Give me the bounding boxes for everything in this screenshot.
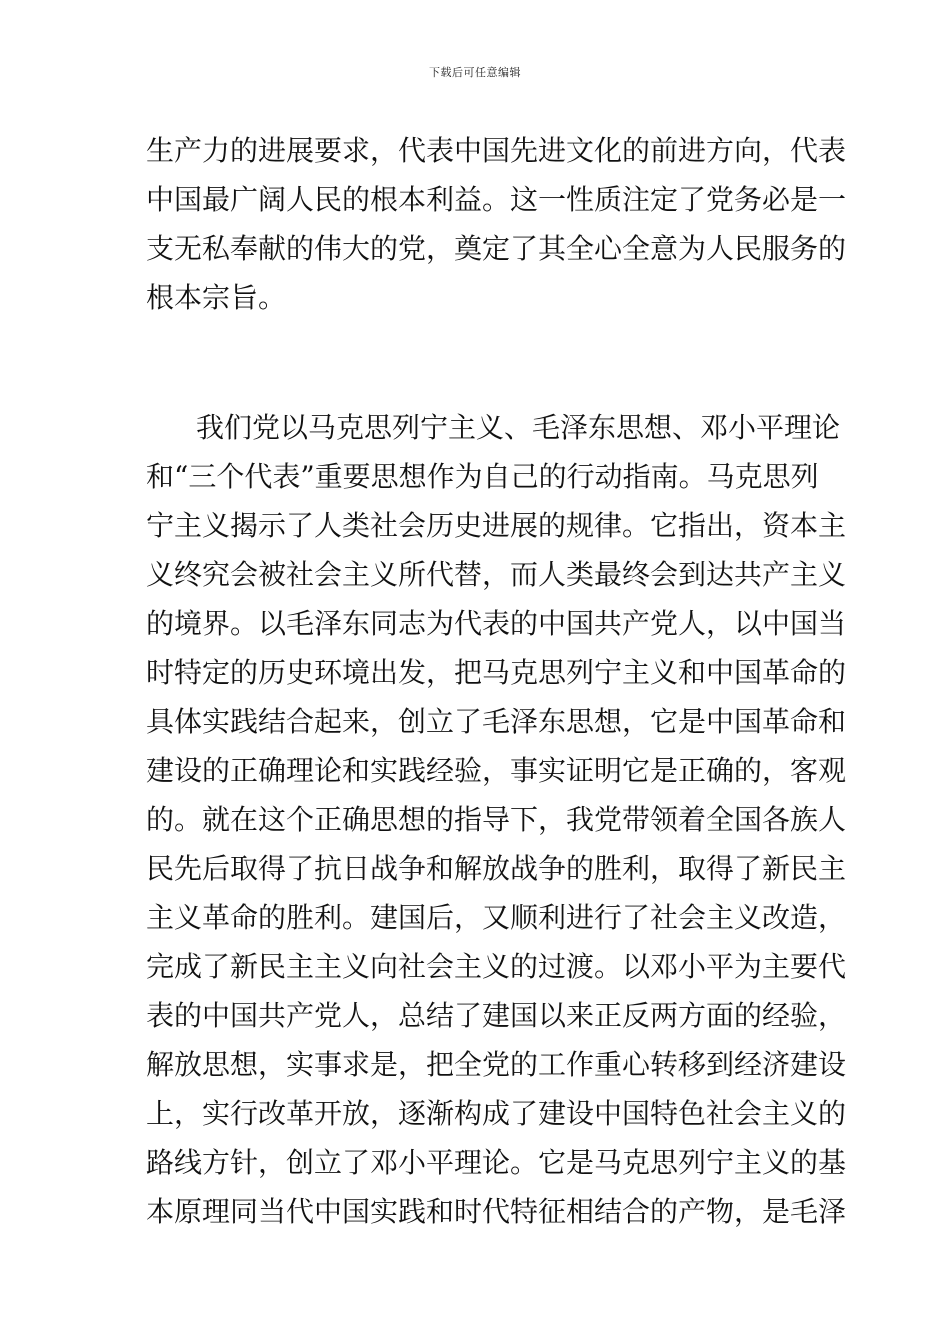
text-line: 宁主义揭示了人类社会历史进展的规律。它指出，资本主 — [146, 509, 847, 542]
text-line: 本原理同当代中国实践和时代特征相结合的产物，是毛泽 — [146, 1195, 847, 1228]
text-line: 建设的正确理论和实践经验，事实证明它是正确的，客观 — [146, 754, 847, 787]
text-line: 和“三个代表”重要思想作为自己的行动指南。马克思列 — [146, 460, 819, 493]
text-line: 生产力的进展要求，代表中国先进文化的前进方向，代表 — [146, 134, 847, 167]
text-line: 表的中国共产党人，总结了建国以来正反两方面的经验， — [146, 999, 847, 1032]
text-line: 完成了新民主主义向社会主义的过渡。以邓小平为主要代 — [146, 950, 847, 983]
text-line: 支无私奉献的伟大的党，奠定了其全心全意为人民服务的 — [146, 232, 847, 265]
text-line: 义终究会被社会主义所代替，而人类最终会到达共产主义 — [146, 558, 847, 591]
text-line: 的。就在这个正确思想的指导下，我党带领着全国各族人 — [146, 803, 847, 836]
paragraph-1 — [146, 126, 847, 322]
text-line: 中国最广阔人民的根本利益。这一性质注定了党务必是一 — [146, 183, 847, 216]
text-line: 的境界。以毛泽东同志为代表的中国共产党人，以中国当 — [146, 607, 847, 640]
text-line: 具体实践结合起来，创立了毛泽东思想，它是中国革命和 — [146, 705, 847, 738]
paragraph-2 — [146, 403, 847, 1236]
text-line: 路线方针，创立了邓小平理论。它是马克思列宁主义的基 — [146, 1146, 847, 1179]
text-line: 时特定的历史环境出发，把马克思列宁主义和中国革命的 — [146, 656, 847, 689]
text-line: 根本宗旨。 — [146, 281, 287, 314]
text-line: 上，实行改革开放，逐渐构成了建设中国特色社会主义的 — [146, 1097, 847, 1130]
text-line: 我们党以马克思列宁主义、毛泽东思想、邓小平理论 — [196, 411, 841, 444]
document-body — [146, 126, 847, 1236]
text-line: 解放思想，实事求是，把全党的工作重心转移到经济建设 — [146, 1048, 847, 1081]
paragraph-spacer — [146, 322, 806, 403]
page-header: 下载后可任意编辑 — [429, 66, 521, 79]
text-line: 主义革命的胜利。建国后，又顺利进行了社会主义改造， — [146, 901, 847, 934]
text-line: 民先后取得了抗日战争和解放战争的胜利，取得了新民主 — [146, 852, 847, 885]
